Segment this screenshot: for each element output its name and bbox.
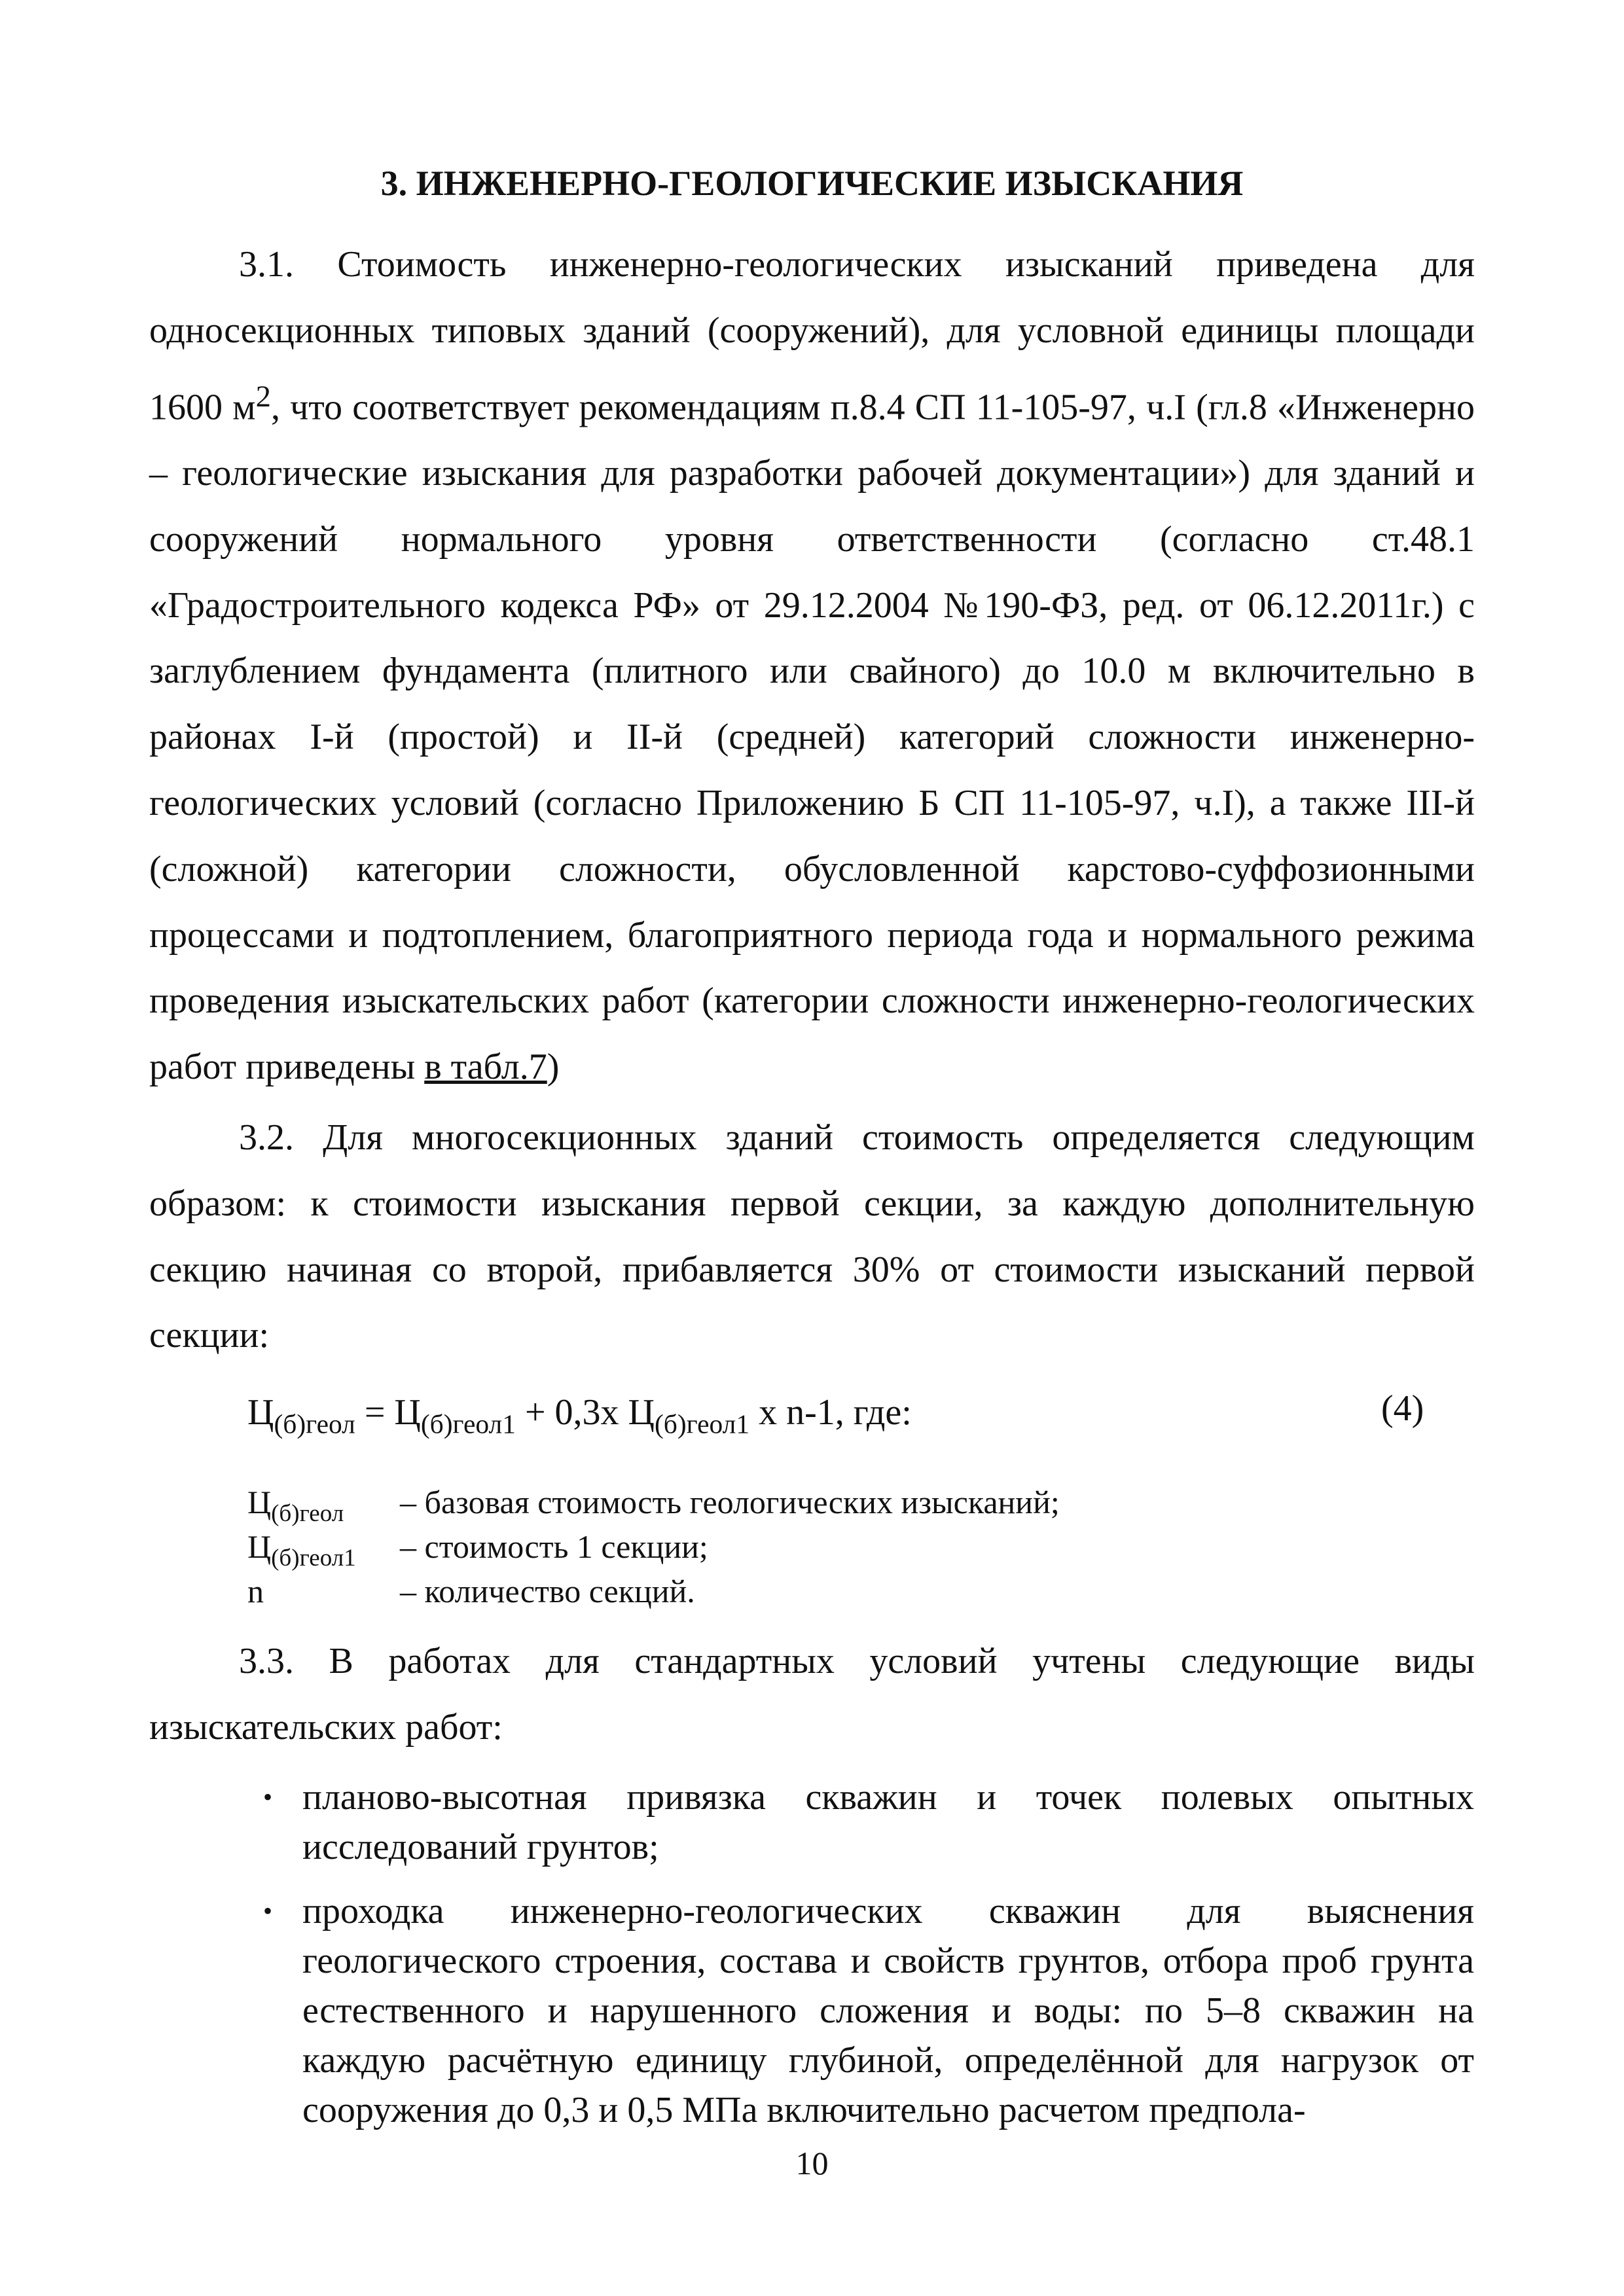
section-heading: 3. ИНЖЕНЕРНО-ГЕОЛОГИЧЕСКИЕ ИЗЫСКАНИЯ (380, 164, 1244, 203)
cost-formula (247, 1386, 912, 1439)
definition-symbol: n (247, 1573, 264, 1609)
formula-part: + 0,3х Ц (515, 1392, 655, 1433)
formula-subscript: (б)геол (274, 1408, 355, 1439)
table-7-link[interactable]: в табл.7 (424, 1047, 547, 1088)
definition-symbol: $Ц_{(б)геол1}$ (247, 1528, 356, 1571)
paragraph-3-1-text-a: 3.1. Стоимость инженерно-геологических изысканий приведена для односекционных типовых зданий (сооружений), для условной единицы площади 1600 м (149, 244, 1475, 428)
definition-symbol: $Ц_{(б)геол}$ (247, 1484, 344, 1527)
list-item-text: проходка инженерно-геологических скважин для выяснения геологического строения, состава и свойств грунтов, отбора проб грунта естественного и нарушенного сложения и воды: по 5–8 скважин на каждую расчётную единицу глубиной, определённой для нагрузок от сооружения до 0,3 и 0,5 МПа включительно расчетом предпола- (302, 1891, 1474, 2130)
paragraph-3-1-text-c: ) (547, 1047, 560, 1088)
formula-part: = Ц (355, 1392, 421, 1433)
paragraph-3-1-text-b: , что соответствует рекомендациям п.8.4 СП 11-105-97, ч.I (гл.8 «Инженерно – геологические изыскания для разработки рабочей документации») для зданий и сооружений нормального уровня ответственности (согласно ст.48.1 «Градостроительного кодекса РФ» от 29.12.2004 №190-ФЗ, ред. от 06.12.2011г.) с заглублением фундамента (плитного или свайного) до 10.0 м включительно в районах I-й (простой) и II-й (средней) категорий сложности инженерно-геологических условий (согласно Приложению Б СП 11-105-97, ч.I), а также III-й (сложной) категории сложности, обусловленной карстово-суффозионными процессами и подтоплением, благоприятного периода года и нормального режима проведения изыскательских работ (категории сложности инженерно-геологических работ приведены (149, 387, 1475, 1088)
equation-number: (4) (1381, 1388, 1424, 1429)
bullet-icon: • (263, 1782, 273, 1812)
page-number: 10 (795, 2145, 829, 2181)
paragraph-3-2: 3.2. Для многосекционных зданий стоимость определяется следующим образом: к стоимости изыскания первой секции, за каждую дополнительную секцию начиная со второй, прибавляется 30% от стоимости изысканий первой секции: (149, 1117, 1475, 1356)
definition-text: – стоимость 1 секции; (400, 1528, 708, 1565)
bullet-icon: • (263, 1896, 273, 1926)
definition-text: – количество секций. (400, 1573, 695, 1609)
definition-text: – базовая стоимость геологических изысканий; (400, 1484, 1060, 1520)
paragraph-3-3: 3.3. В работах для стандартных условий учтены следующие виды изыскательских работ: (149, 1641, 1475, 1748)
paragraph-3-1 (149, 232, 1475, 1100)
definition-row (247, 1480, 1426, 1527)
formula-symbol: Ц (247, 1392, 274, 1433)
definition-row (247, 1570, 1426, 1613)
list-item-text: планово-высотная привязка скважин и точек полевых опытных исследований грунтов; (302, 1777, 1474, 1867)
work-types-list (263, 1772, 1474, 2149)
formula-subscript: (б)геол1 (654, 1408, 750, 1439)
list-item (263, 1886, 1474, 2135)
list-item (263, 1772, 1474, 1872)
formula-part: х n-1, где: (749, 1392, 912, 1433)
superscript-2: 2 (255, 379, 271, 414)
definition-row (247, 1525, 1426, 1571)
formula-subscript: (б)геол1 (420, 1408, 516, 1439)
